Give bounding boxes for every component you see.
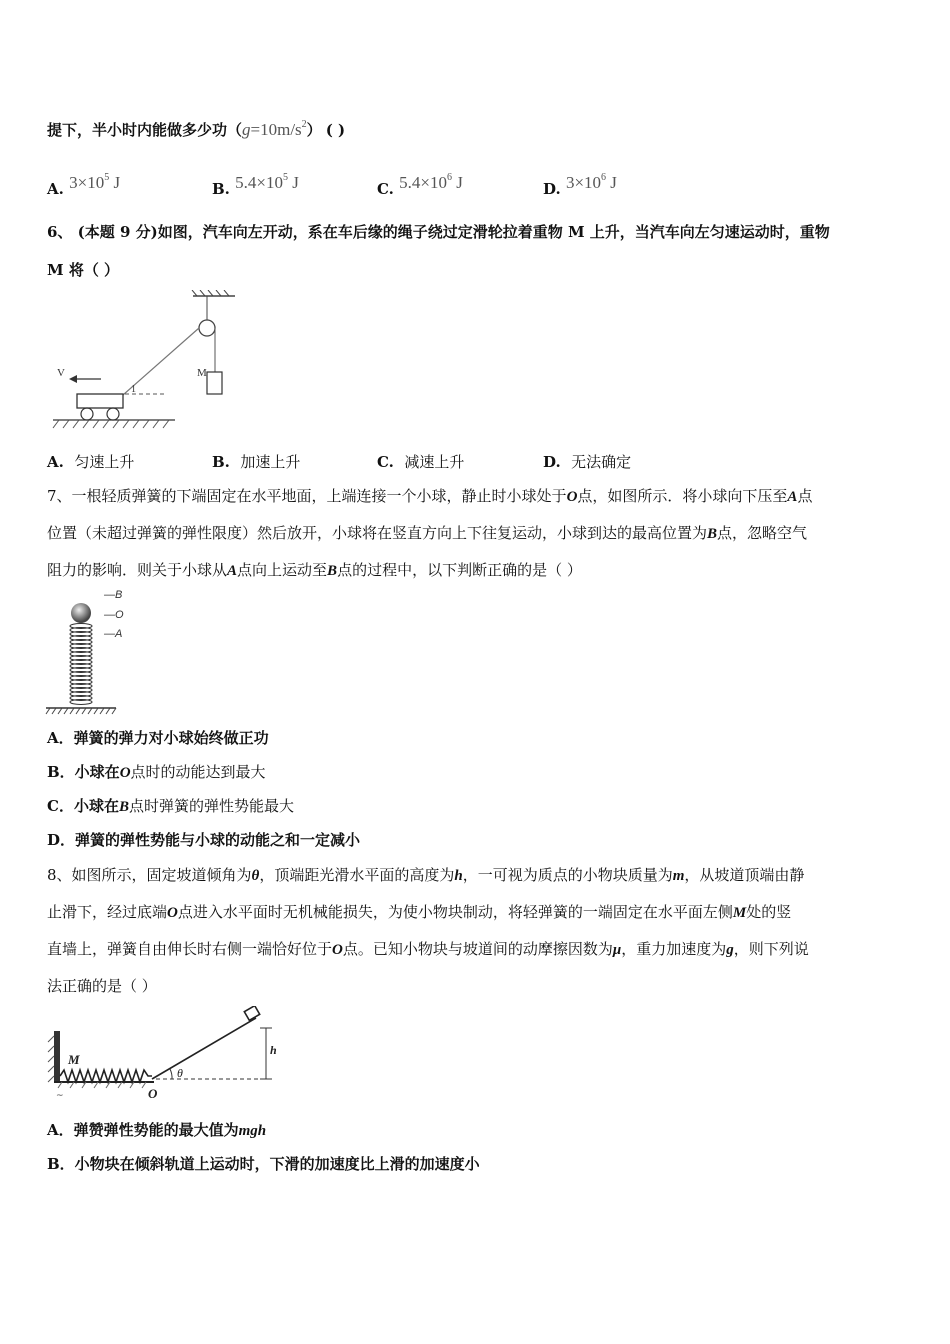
q8-option-b[interactable]: B．小物块在倾斜轨道上运动时，下滑的加速度比上滑的加速度小 bbox=[47, 1155, 480, 1173]
q5-g-symbol: g bbox=[242, 120, 251, 139]
q8-figure-o-label: O bbox=[148, 1086, 158, 1101]
car-wheel-icon bbox=[107, 408, 119, 420]
q8-figure-m-label: M bbox=[68, 1052, 80, 1067]
ball-icon bbox=[71, 603, 91, 623]
q7-stem-line1: 7、一根轻质弹簧的下端固定在水平地面，上端连接一个小球，静止时小球处于O点，如图所示．将小球向下压至A点 bbox=[47, 487, 813, 505]
slope-line bbox=[152, 1018, 256, 1079]
q5-g-value: $=10m/s^2$ bbox=[250, 119, 307, 139]
q8-stem-line2: 止滑下，经过底端O点进入水平面时无机械能损失，为使小物块制动，将轻弹簧的一端固定在水平面左侧M处的竖 bbox=[47, 903, 792, 921]
q7-option-b[interactable]: B．小球在O点时的动能达到最大 bbox=[47, 763, 266, 781]
q8-slope-spring-figure bbox=[44, 1006, 284, 1111]
svg-text:~: ~ bbox=[56, 1091, 64, 1101]
q6-option-a[interactable]: A. 匀速上升 bbox=[47, 453, 135, 471]
q8-stem-line3: 直墙上，弹簧自由伸长时右侧一端恰好位于O点。已知小物块与坡道间的动摩擦因数为μ，重力加速度为g，则下列说 bbox=[47, 940, 809, 958]
velocity-arrow-icon bbox=[69, 375, 77, 383]
q7-figure-o-label: —O bbox=[104, 609, 124, 621]
q5-option-c[interactable]: C. $5.4\times 10^6$ J bbox=[377, 172, 463, 198]
q6-car-pulley-figure bbox=[45, 290, 245, 440]
q6-stem-line1: 6、 (本题 9 分)如图，汽车向左开动，系在车后缘的绳子绕过定滑轮拉着重物 M 上升，当汽车向左匀速运动时，重物 bbox=[47, 223, 830, 241]
q7-spring-ball-figure bbox=[44, 588, 154, 718]
q5-option-b[interactable]: B. $5.4\times 10^5$ J bbox=[212, 172, 299, 198]
q7-option-d[interactable]: D．弹簧的弹性势能与小球的动能之和一定减小 bbox=[47, 831, 361, 849]
mass-block bbox=[207, 372, 222, 394]
q5-stem: 提下，半小时内能做多少功$(g=10m/s^2)$ ( ) bbox=[47, 119, 346, 139]
spring-coil bbox=[70, 624, 92, 705]
q5-option-d-value: $3\times 10^6$ J bbox=[565, 172, 617, 192]
q7-stem-line2: 位置（未超过弹簧的弹性限度）然后放开，小球将在竖直方向上下往复运动，小球到达的最高位置为B点，忽略空气 bbox=[47, 524, 808, 542]
q8-stem-line4: 法正确的是（ ） bbox=[47, 977, 157, 995]
q5-option-a[interactable]: A. $3\times 10^5$ J bbox=[47, 172, 121, 198]
q7-figure-a-label: —A bbox=[104, 628, 123, 640]
q7-stem-line3: 阻力的影响．则关于小球从A点向上运动至B点的过程中，以下判断正确的是（ ） bbox=[47, 561, 582, 579]
q8-figure-theta-label: θ bbox=[177, 1066, 183, 1080]
q6-figure-m-label: M bbox=[197, 367, 207, 379]
q6-figure-angle-label: 1 bbox=[131, 384, 136, 395]
q6-option-d[interactable]: D. 无法确定 bbox=[543, 453, 632, 471]
q6-figure-v-label: V bbox=[57, 367, 65, 379]
q7-option-c[interactable]: C．小球在B点时弹簧的弹性势能最大 bbox=[47, 797, 294, 815]
car-wheel-icon bbox=[81, 408, 93, 420]
q8-stem-line1: 8、如图所示，固定坡道倾角为θ，顶端距光滑水平面的高度为h，一可视为质点的小物块质量为m，从坡道顶端由静 bbox=[47, 866, 805, 884]
q5-option-c-value: $5.4\times 10^6$ J bbox=[399, 172, 463, 192]
q5-option-b-value: $5.4\times 10^5$ J bbox=[235, 172, 299, 192]
car-body bbox=[77, 394, 123, 408]
small-block bbox=[244, 1006, 259, 1020]
q6-option-b[interactable]: B. 加速上升 bbox=[212, 453, 301, 471]
q5-option-a-value: $3\times 10^5$ J bbox=[69, 172, 121, 192]
q7-figure-b-label: —B bbox=[104, 589, 123, 601]
spring-zigzag bbox=[60, 1070, 152, 1082]
q5-option-d[interactable]: D. $3\times 10^6$ J bbox=[543, 172, 617, 198]
q7-option-a[interactable]: A．弹簧的弹力对小球始终做正功 bbox=[47, 729, 269, 747]
q6-option-c[interactable]: C. 减速上升 bbox=[377, 453, 465, 471]
q8-option-a[interactable]: A．弹赞弹性势能的最大值为mgh bbox=[47, 1121, 267, 1139]
q6-stem-line2: M 将（ ） bbox=[47, 261, 120, 279]
pulley-icon bbox=[199, 320, 215, 336]
q8-figure-h-label: h bbox=[270, 1043, 277, 1057]
